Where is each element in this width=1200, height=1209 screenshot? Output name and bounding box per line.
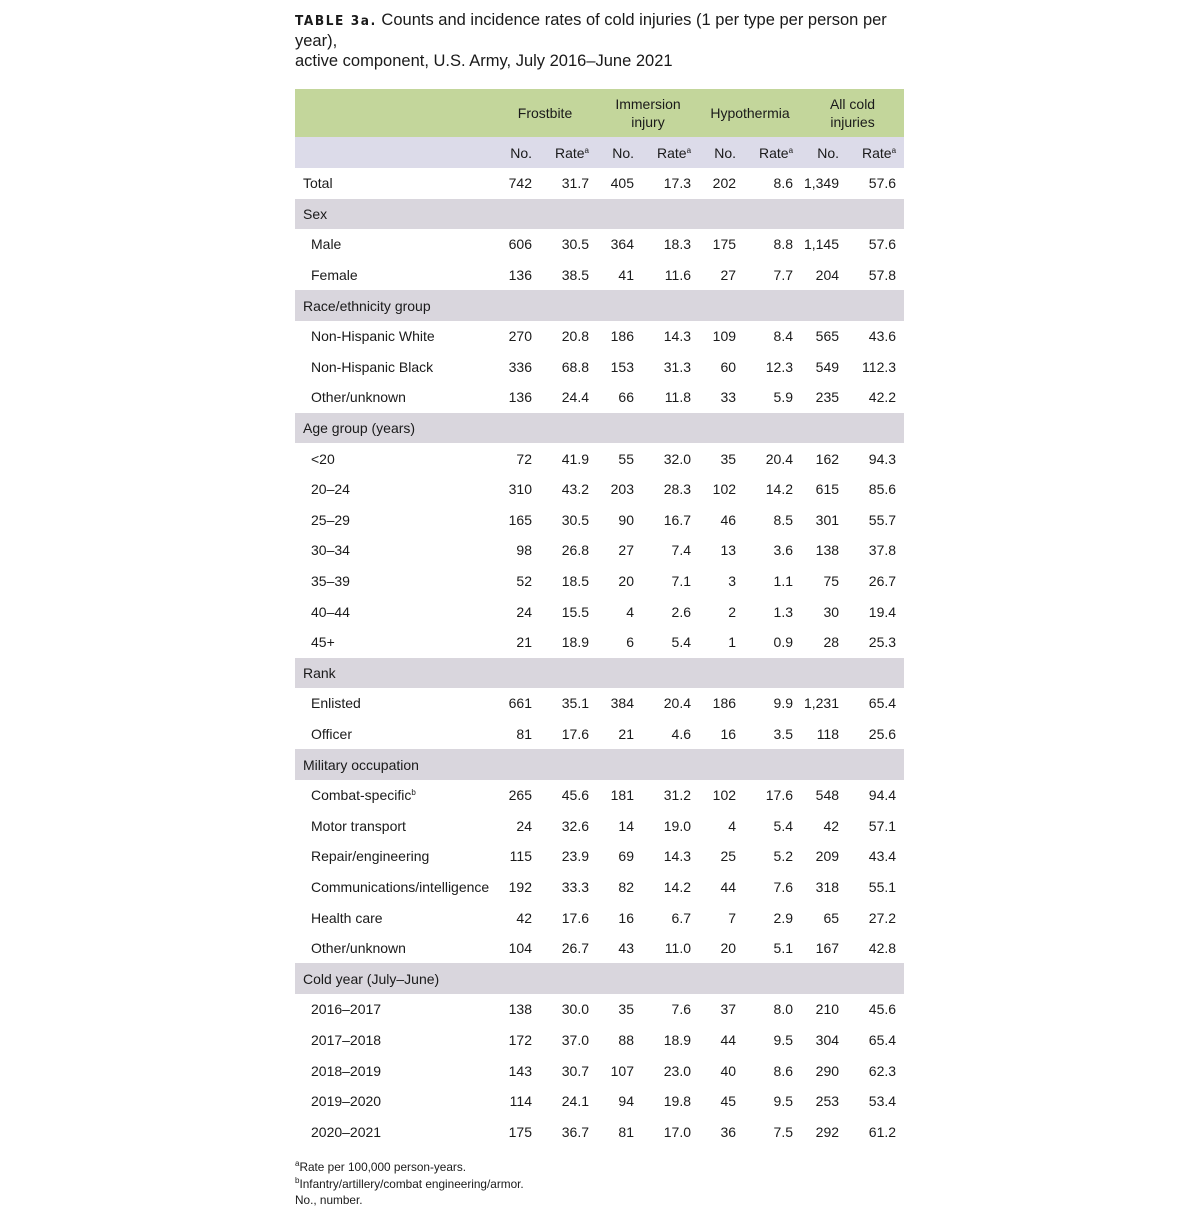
cell-count: 265 <box>508 787 532 804</box>
footnote: No., number. <box>295 1193 363 1207</box>
table-row <box>295 1025 904 1056</box>
table-row <box>295 780 904 811</box>
row-label: Motor transport <box>311 817 406 834</box>
cell-count: 40 <box>720 1062 737 1079</box>
cell-rate: 43.2 <box>561 481 589 498</box>
cell-count: 82 <box>618 878 634 895</box>
table-row <box>295 994 904 1025</box>
cell-count: 118 <box>816 725 840 742</box>
cell-count: 42 <box>823 817 840 834</box>
cell-count: 43 <box>618 940 634 957</box>
cell-count: 192 <box>508 878 532 895</box>
cell-rate: 7.7 <box>773 267 794 284</box>
cell-count: 138 <box>508 1001 532 1018</box>
table-row <box>295 168 904 199</box>
cell-rate: 9.5 <box>773 1093 794 1110</box>
cell-count: 104 <box>508 940 532 957</box>
table-row <box>295 719 904 750</box>
cell-count: 4 <box>728 817 737 834</box>
title-text-line2: active component, U.S. Army, July 2016–June 2021 <box>295 52 673 70</box>
cell-rate: 18.3 <box>663 236 692 253</box>
cell-rate: 14.2 <box>765 481 794 498</box>
cell-rate: 55.1 <box>868 878 897 895</box>
subheader-no: No. <box>493 137 541 168</box>
row-label: Other/unknown <box>311 940 406 957</box>
row-label: 20–24 <box>311 481 350 498</box>
cell-rate: 65.4 <box>868 695 897 712</box>
section-label: Age group (years) <box>295 413 904 444</box>
cell-count: 81 <box>516 725 532 742</box>
cell-count: 16 <box>618 909 634 926</box>
cell-count: 204 <box>815 267 840 284</box>
cell-rate: 32.0 <box>663 450 692 467</box>
cell-count: 136 <box>508 389 532 406</box>
subheader-blank <box>295 137 493 168</box>
cell-rate: 8.8 <box>773 236 794 253</box>
cell-count: 94 <box>618 1093 634 1110</box>
cell-rate: 41.9 <box>561 450 589 467</box>
cell-rate: 94.3 <box>868 450 897 467</box>
row-label: 45+ <box>311 634 335 651</box>
cell-rate: 27.2 <box>868 909 897 926</box>
section-header-row <box>295 749 904 780</box>
table-row <box>295 566 904 597</box>
cell-count: 565 <box>815 328 840 345</box>
cell-count: 6 <box>626 634 634 651</box>
cell-rate: 30.0 <box>561 1001 589 1018</box>
cell-count: 25 <box>720 848 737 865</box>
cell-rate: 2.9 <box>773 909 794 926</box>
row-label: Combat-specific$^b$ <box>311 787 416 804</box>
row-label: Communications/intelligence <box>311 878 490 895</box>
cell-count: 661 <box>508 695 532 712</box>
cell-count: 175 <box>712 236 737 253</box>
header-all-cold-injuries: All cold injuries <box>801 89 904 137</box>
cell-rate: 17.3 <box>663 175 692 192</box>
footnote: $^b$Infantry/artillery/combat engineering/armor. <box>295 1175 524 1191</box>
cell-count: 35 <box>720 450 737 467</box>
cell-rate: 19.4 <box>868 603 897 620</box>
table-row <box>295 352 904 383</box>
cell-rate: 26.7 <box>868 573 897 590</box>
section-header-row <box>295 658 904 689</box>
cell-count: 69 <box>618 848 634 865</box>
cell-rate: 26.7 <box>561 940 589 957</box>
cell-count: 27 <box>720 267 737 284</box>
table-title <box>295 10 904 71</box>
title-text-line1: Counts and incidence rates of cold injuries (1 per type per person per year), <box>295 11 887 50</box>
cold-injuries-table <box>295 89 904 1147</box>
cell-rate: 94.4 <box>868 787 897 804</box>
cell-count: 52 <box>516 573 532 590</box>
cell-rate: 28.3 <box>663 481 692 498</box>
cell-count: 114 <box>509 1093 532 1110</box>
table-row <box>295 321 904 352</box>
cell-count: 115 <box>509 848 532 865</box>
cell-rate: 26.8 <box>561 542 589 559</box>
cell-rate: 33.3 <box>561 878 589 895</box>
cell-rate: 53.4 <box>868 1093 897 1110</box>
table-row <box>295 810 904 841</box>
cell-count: 21 <box>516 634 532 651</box>
table-row <box>295 627 904 658</box>
cell-rate: 5.9 <box>773 389 794 406</box>
section-label: Sex <box>295 199 904 230</box>
row-label: 2017–2018 <box>311 1031 382 1048</box>
cell-rate: 43.4 <box>868 848 897 865</box>
row-label: Repair/engineering <box>311 848 430 865</box>
table-figure <box>295 10 904 1209</box>
cell-count: 24 <box>516 817 532 834</box>
cell-rate: 23.9 <box>561 848 589 865</box>
cell-rate: 17.6 <box>765 787 794 804</box>
cell-rate: 45.6 <box>561 787 589 804</box>
subheader-rate: Rate$^a$ <box>745 137 801 168</box>
cell-count: 2 <box>728 603 737 620</box>
table-row <box>295 596 904 627</box>
footnote: $^a$Rate per 100,000 person-years. <box>295 1159 467 1174</box>
table-row <box>295 474 904 505</box>
cell-count: 24 <box>516 603 532 620</box>
row-label: Male <box>311 236 342 253</box>
cell-rate: 17.6 <box>561 725 589 742</box>
cell-count: 235 <box>815 389 840 406</box>
cell-rate: 3.5 <box>773 725 794 742</box>
cell-count: 162 <box>815 450 840 467</box>
cell-count: 65 <box>823 909 840 926</box>
table-row <box>295 229 904 260</box>
section-label: Race/ethnicity group <box>295 290 904 321</box>
cell-rate: 11.6 <box>664 267 692 284</box>
row-label: 2016–2017 <box>311 1001 382 1018</box>
table-row <box>295 902 904 933</box>
row-label: Health care <box>311 909 383 926</box>
cell-count: 136 <box>508 267 532 284</box>
cell-count: 186 <box>610 328 634 345</box>
cell-rate: 24.4 <box>561 389 589 406</box>
table-row <box>295 688 904 719</box>
cell-rate: 30.7 <box>561 1062 589 1079</box>
cell-count: 37 <box>720 1001 737 1018</box>
cell-count: 167 <box>815 940 840 957</box>
cell-count: 98 <box>516 542 532 559</box>
cell-count: 143 <box>508 1062 532 1079</box>
cell-rate: 57.1 <box>868 817 897 834</box>
cell-rate: 31.7 <box>561 175 589 192</box>
subheader-rate: Rate$^a$ <box>848 137 904 168</box>
table-row <box>295 1086 904 1117</box>
cell-rate: 5.4 <box>671 634 692 651</box>
cell-count: 384 <box>610 695 634 712</box>
cell-count: 13 <box>720 542 737 559</box>
cell-count: 364 <box>610 236 634 253</box>
cell-count: 253 <box>815 1093 840 1110</box>
cell-rate: 37.8 <box>868 542 897 559</box>
row-label: 25–29 <box>311 511 350 528</box>
cell-count: 88 <box>618 1031 634 1048</box>
cell-count: 290 <box>815 1062 840 1079</box>
header-immersion-injury: Immersion injury <box>597 89 699 137</box>
cell-rate: 61.2 <box>868 1123 897 1140</box>
cell-count: 1 <box>728 634 737 651</box>
cell-count: 202 <box>712 175 737 192</box>
row-label: Female <box>311 267 358 284</box>
cell-count: 181 <box>610 787 634 804</box>
cell-count: 33 <box>720 389 737 406</box>
cell-rate: 18.5 <box>561 573 589 590</box>
row-label: Total <box>303 175 333 192</box>
cell-rate: 55.7 <box>868 511 897 528</box>
row-label: 2018–2019 <box>311 1062 382 1079</box>
cell-count: 102 <box>712 787 737 804</box>
cell-count: 72 <box>516 450 532 467</box>
cell-count: 548 <box>815 787 840 804</box>
cell-count: 301 <box>815 511 840 528</box>
cell-count: 20 <box>720 940 737 957</box>
cell-count: 210 <box>815 1001 840 1018</box>
header-blank <box>295 89 493 137</box>
cell-rate: 7.4 <box>671 542 692 559</box>
table-row <box>295 260 904 291</box>
section-header-row <box>295 290 904 321</box>
cell-rate: 18.9 <box>663 1031 692 1048</box>
cell-rate: 6.7 <box>671 909 692 926</box>
cell-count: 292 <box>815 1123 840 1140</box>
cell-rate: 1.1 <box>773 573 794 590</box>
cell-rate: 85.6 <box>868 481 897 498</box>
cell-count: 4 <box>626 603 634 620</box>
cell-count: 175 <box>508 1123 532 1140</box>
cell-count: 153 <box>610 358 634 375</box>
cell-rate: 7.1 <box>671 573 692 590</box>
cell-rate: 7.6 <box>773 878 794 895</box>
cell-count: 310 <box>508 481 532 498</box>
subheader-no: No. <box>801 137 848 168</box>
cell-rate: 25.3 <box>868 634 897 651</box>
cell-count: 90 <box>618 511 634 528</box>
cell-rate: 57.6 <box>868 175 897 192</box>
cell-rate: 20.8 <box>561 328 589 345</box>
cell-rate: 30.5 <box>561 236 589 253</box>
cell-rate: 11.0 <box>664 940 692 957</box>
cell-count: 35 <box>618 1001 634 1018</box>
cell-rate: 8.4 <box>773 328 794 345</box>
cell-count: 20 <box>618 573 634 590</box>
cell-count: 742 <box>508 175 532 192</box>
cell-count: 16 <box>720 725 737 742</box>
cell-rate: 62.3 <box>868 1062 897 1079</box>
cell-count: 405 <box>610 175 634 192</box>
cell-rate: 36.7 <box>561 1123 589 1140</box>
table-row <box>295 443 904 474</box>
cell-rate: 8.6 <box>773 1062 794 1079</box>
cell-count: 30 <box>823 603 840 620</box>
cell-rate: 30.5 <box>561 511 589 528</box>
table-row <box>295 841 904 872</box>
cell-rate: 7.5 <box>773 1123 794 1140</box>
section-header-row <box>295 199 904 230</box>
cell-count: 28 <box>823 634 840 651</box>
cell-rate: 5.2 <box>773 848 794 865</box>
row-label: 40–44 <box>311 603 350 620</box>
cell-count: 7 <box>728 909 737 926</box>
cell-rate: 17.6 <box>561 909 589 926</box>
cell-rate: 8.5 <box>773 511 794 528</box>
row-label: 2019–2020 <box>311 1093 382 1110</box>
row-label: Non-Hispanic White <box>311 328 435 345</box>
cell-rate: 5.4 <box>773 817 794 834</box>
cell-rate: 24.1 <box>561 1093 589 1110</box>
cell-count: 336 <box>508 358 532 375</box>
table-row <box>295 1055 904 1086</box>
table-body <box>295 168 904 1147</box>
subheader-no: No. <box>597 137 643 168</box>
cell-rate: 23.0 <box>663 1062 692 1079</box>
subheader-rate: Rate$^a$ <box>643 137 699 168</box>
cell-rate: 31.3 <box>663 358 692 375</box>
cell-rate: 9.9 <box>773 695 794 712</box>
cell-count: 3 <box>728 573 737 590</box>
cell-count: 44 <box>720 878 737 895</box>
subheader-no: No. <box>699 137 745 168</box>
section-header-row <box>295 963 904 994</box>
cell-count: 165 <box>508 511 532 528</box>
cell-rate: 31.2 <box>663 787 692 804</box>
row-label: 35–39 <box>311 573 350 590</box>
cell-count: 109 <box>712 328 737 345</box>
section-header-row <box>295 413 904 444</box>
cell-count: 81 <box>618 1123 634 1140</box>
cell-rate: 0.9 <box>773 634 794 651</box>
section-label: Rank <box>295 658 904 689</box>
cell-rate: 68.8 <box>561 358 589 375</box>
cell-rate: 32.6 <box>561 817 589 834</box>
cell-count: 45 <box>720 1093 737 1110</box>
cell-rate: 18.9 <box>561 634 589 651</box>
cell-rate: 17.0 <box>663 1123 692 1140</box>
row-label: Other/unknown <box>311 389 406 406</box>
cell-rate: 45.6 <box>868 1001 897 1018</box>
cell-rate: 65.4 <box>868 1031 897 1048</box>
cell-rate: 42.2 <box>868 389 897 406</box>
cell-rate: 8.6 <box>773 175 794 192</box>
cell-count: 270 <box>508 328 532 345</box>
cell-rate: 5.1 <box>773 940 794 957</box>
cell-count: 42 <box>516 909 532 926</box>
cell-count: 203 <box>610 481 634 498</box>
cell-rate: 14.3 <box>663 848 692 865</box>
cell-rate: 19.8 <box>663 1093 692 1110</box>
cell-rate: 20.4 <box>765 450 794 467</box>
cell-count: 186 <box>712 695 737 712</box>
row-label: Officer <box>311 725 352 742</box>
footnotes <box>295 1159 904 1209</box>
cell-rate: 20.4 <box>663 695 692 712</box>
cell-rate: 57.8 <box>868 267 897 284</box>
cell-count: 318 <box>815 878 840 895</box>
cell-count: 172 <box>508 1031 532 1048</box>
table-row <box>295 535 904 566</box>
cell-rate: 4.6 <box>671 725 692 742</box>
cell-count: 46 <box>720 511 737 528</box>
cell-rate: 112.3 <box>862 358 897 375</box>
cell-count: 138 <box>815 542 840 559</box>
row-label: Non-Hispanic Black <box>311 358 434 375</box>
cell-count: 209 <box>815 848 840 865</box>
table-row <box>295 505 904 536</box>
cell-count: 44 <box>720 1031 737 1048</box>
cell-count: 14 <box>618 817 634 834</box>
table-row <box>295 872 904 903</box>
cell-rate: 8.0 <box>773 1001 794 1018</box>
cell-rate: 14.3 <box>663 328 692 345</box>
cell-count: 549 <box>815 358 840 375</box>
header-frostbite: Frostbite <box>493 89 597 137</box>
cell-rate: 15.5 <box>561 603 589 620</box>
section-label: Cold year (July–June) <box>295 963 904 994</box>
cell-rate: 57.6 <box>868 236 897 253</box>
table-row <box>295 382 904 413</box>
cell-rate: 37.0 <box>561 1031 589 1048</box>
cell-rate: 35.1 <box>561 695 589 712</box>
cell-count: 615 <box>815 481 840 498</box>
sub-header-row <box>295 137 904 168</box>
section-label: Military occupation <box>295 749 904 780</box>
cell-rate: 16.7 <box>663 511 692 528</box>
cell-rate: 3.6 <box>773 542 794 559</box>
cell-count: 1,349 <box>803 175 840 192</box>
cell-count: 41 <box>618 267 634 284</box>
table-row <box>295 1116 904 1147</box>
cell-count: 606 <box>508 236 532 253</box>
cell-rate: 11.8 <box>664 389 692 406</box>
cell-rate: 12.3 <box>765 358 794 375</box>
cell-count: 107 <box>610 1062 634 1079</box>
cell-count: 304 <box>815 1031 840 1048</box>
cell-rate: 25.6 <box>868 725 897 742</box>
row-label: Enlisted <box>311 695 361 712</box>
row-label: <20 <box>311 450 335 467</box>
group-header-row <box>295 89 904 137</box>
cell-rate: 42.8 <box>868 940 897 957</box>
cell-count: 75 <box>823 573 840 590</box>
cell-count: 102 <box>712 481 737 498</box>
cell-count: 21 <box>618 725 634 742</box>
cell-count: 36 <box>720 1123 737 1140</box>
cell-count: 1,231 <box>803 695 840 712</box>
table-label: TABLE 3a. <box>295 13 377 29</box>
cell-count: 66 <box>618 389 634 406</box>
cell-rate: 38.5 <box>561 267 589 284</box>
cell-rate: 19.0 <box>663 817 692 834</box>
cell-count: 55 <box>618 450 634 467</box>
cell-count: 60 <box>720 358 737 375</box>
cell-rate: 43.6 <box>868 328 897 345</box>
cell-rate: 1.3 <box>773 603 794 620</box>
row-label: 2020–2021 <box>311 1123 382 1140</box>
cell-rate: 2.6 <box>671 603 692 620</box>
table-row <box>295 933 904 964</box>
cell-rate: 9.5 <box>773 1031 794 1048</box>
cell-count: 27 <box>618 542 634 559</box>
header-hypothermia: Hypothermia <box>699 89 801 137</box>
cell-count: 1,145 <box>803 236 840 253</box>
row-label: 30–34 <box>311 542 350 559</box>
cell-rate: 7.6 <box>671 1001 692 1018</box>
subheader-rate: Rate$^a$ <box>541 137 597 168</box>
cell-rate: 14.2 <box>663 878 692 895</box>
